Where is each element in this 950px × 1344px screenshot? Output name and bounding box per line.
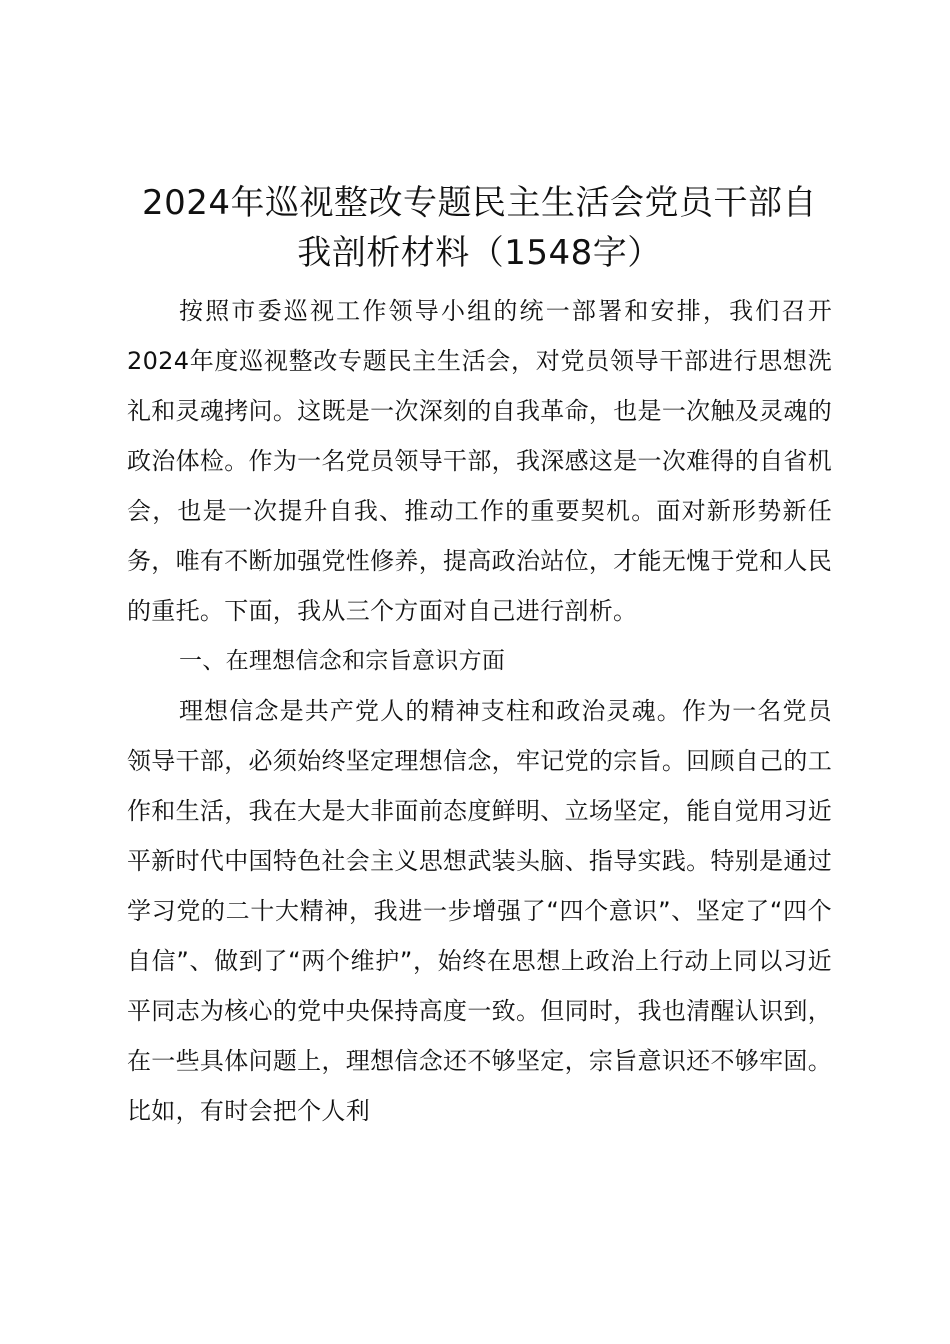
document-title: 2024年巡视整改专题民主生活会党员干部自我剖析材料（1548字）	[141, 183, 818, 273]
document-body	[127, 286, 832, 1136]
intro-paragraph: 按照市委巡视工作领导小组的统一部署和安排，我们召开2024年度巡视整改专题民主生活会，对党员领导干部进行思想洗礼和灵魂拷问。这既是一次深刻的自我革命，也是一次触及灵魂的政治体检。作为一名党员领导干部，我深感这是一次难得的自省机会，也是一次提升自我、推动工作的重要契机。面对新形势新任务，唯有不断加强党性修养，提高政治站位，才能无愧于党和人民的重托。下面，我从三个方面对自己进行剖析。	[127, 297, 832, 625]
section-heading: 一、在理想信念和宗旨意识方面	[179, 648, 506, 674]
document-content	[127, 178, 832, 1136]
section-paragraph: 理想信念是共产党人的精神支柱和政治灵魂。作为一名党员领导干部，必须始终坚定理想信念，牢记党的宗旨。回顾自己的工作和生活，我在大是大非面前态度鲜明、立场坚定，能自觉用习近平新时代中国特色社会主义思想武装头脑、指导实践。特别是通过学习党的二十大精神，我进一步增强了“四个意识”、坚定了“四个自信”、做到了“两个维护”，始终在思想上政治上行动上同以习近平同志为核心的党中央保持高度一致。但同时，我也清醒认识到，在一些具体问题上，理想信念还不够坚定，宗旨意识还不够牢固。比如，有时会把个人利	[127, 697, 832, 1125]
